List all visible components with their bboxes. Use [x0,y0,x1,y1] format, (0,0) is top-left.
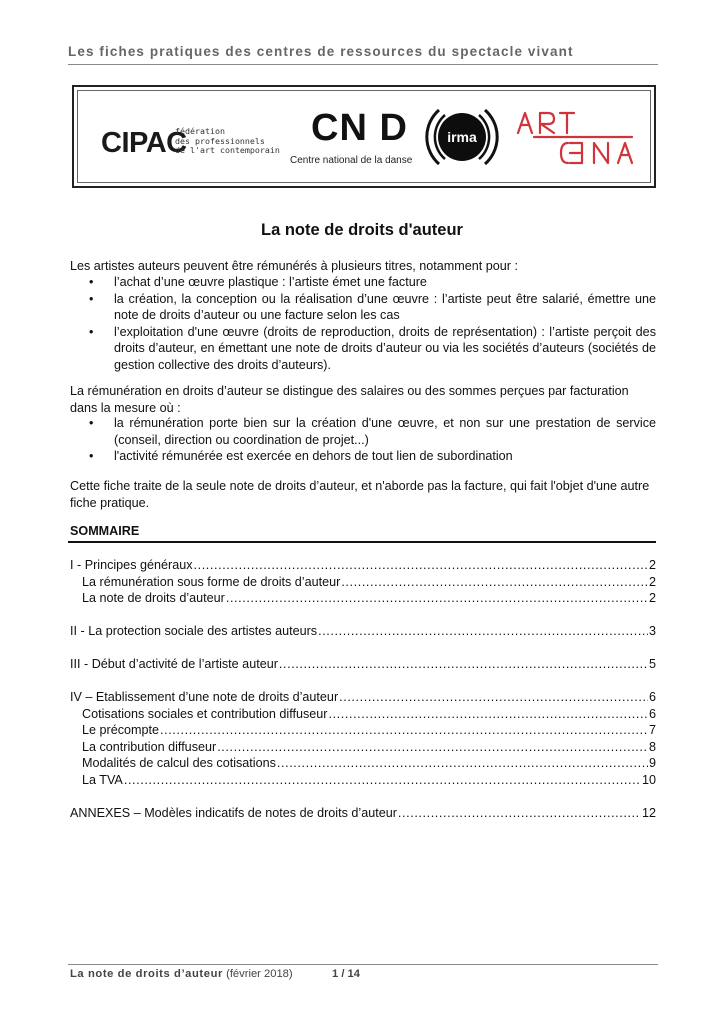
toc-entry-page: 2 [648,558,656,572]
toc-entry-title: La TVA [82,772,123,787]
toc-dot-leader [328,706,648,723]
toc-entry-page: 2 [648,574,656,589]
toc-entry-title: Modalités de calcul des cotisations [82,756,276,770]
partner-logos-box [72,85,656,188]
toc-dot-leader [194,557,648,574]
toc-entry[interactable] [70,706,656,723]
table-of-contents [70,557,656,821]
toc-entry-title: La contribution diffuseur [82,739,217,754]
cipac-logo: CIPAC [101,127,187,159]
toc-entry-title: Cotisations sociales et contribution diffuseur [82,706,328,721]
intro-bullet-list [89,274,656,373]
toc-dot-leader [341,574,648,591]
remuneration-bullet-list [89,415,656,465]
toc-dot-leader [339,689,648,706]
toc-entry[interactable] [70,722,656,739]
toc-entry-page: 5 [648,657,656,671]
toc-entry[interactable] [70,656,656,673]
document-title: La note de droits d'auteur [261,221,463,239]
toc-entry-title: I - Principes généraux [70,558,193,572]
toc-entry[interactable] [70,557,656,574]
list-item: • l’exploitation d'une œuvre (droits de reproduction, droits de représentation) : l’artiste perçoit des droits d’auteur, en émettant une note de droits d’auteur ou via les sociétés d’auteurs (sociétés de gestion collective des droits d’auteurs). [89,324,656,372]
toc-entry[interactable] [70,574,656,591]
sommaire-divider [68,541,656,543]
toc-entry[interactable] [70,805,656,822]
toc-dot-leader [124,772,641,789]
bullet-icon: • [89,449,94,463]
footer-date: (février 2018) [226,968,293,980]
toc-entry[interactable] [70,755,656,772]
toc-entry-page: 2 [648,591,656,605]
toc-dot-leader [398,805,641,822]
toc-entry-page: 6 [648,690,656,704]
toc-entry-page: 10 [641,772,656,787]
running-header: Les fiches pratiques des centres de ressources du spectacle vivant [68,44,574,59]
toc-dot-leader [217,739,648,756]
toc-entry[interactable] [70,772,656,789]
toc-dot-leader [279,656,648,673]
toc-entry-page: 8 [648,739,656,754]
artcena-logo [514,107,642,171]
toc-entry-title: II - La protection sociale des artistes auteurs [70,624,318,638]
toc-entry-title: La rémunération sous forme de droits d’auteur [82,574,341,589]
toc-entry-page: 7 [648,723,656,737]
toc-entry-title: III - Début d’activité de l’artiste auteur [70,657,278,671]
list-item: • la création, la conception ou la réalisation d’une œuvre : l’artiste peut être salarié, émettre une note de droits d’auteur ou une facture selon les cas [89,291,656,322]
toc-entry-page: 12 [641,805,656,820]
sommaire-heading: SOMMAIRE [70,524,140,538]
toc-entry-title: Le précompte [82,723,160,737]
cipac-logo-subtitle: fédération des professionnels de l'art contemporain [175,126,280,156]
bullet-icon: • [89,275,94,289]
toc-entry-title: ANNEXES – Modèles indicatifs de notes de droits d’auteur [70,805,397,820]
cnd-logo: CN D [311,107,408,149]
toc-dot-leader [160,722,648,739]
toc-entry[interactable] [70,689,656,706]
page-footer [70,968,360,980]
header-divider [68,64,658,65]
footer-divider [68,964,658,965]
scope-paragraph: Cette fiche traite de la seule note de droits d’auteur, et n'aborde pas la facture, qui fait l'objet d'une autre fiche pratique. [70,479,650,510]
list-item: • la rémunération porte bien sur la création d'une œuvre, et non sur une prestation de service (conseil, direction ou coordination de projet...) [89,416,656,447]
toc-entry[interactable] [70,590,656,607]
toc-entry-title: La note de droits d’auteur [82,591,225,605]
toc-entry-title: IV – Etablissement d’une note de droits d’auteur [70,690,339,704]
list-item: • l'activité rémunérée est exercée en dehors de tout lien de subordination [89,449,513,463]
irma-logo [422,96,502,178]
toc-dot-leader [226,590,648,607]
toc-dot-leader [277,755,648,772]
toc-entry-page: 6 [648,706,656,721]
footer-title: La note de droits d’auteur [70,968,223,980]
bullet-icon: • [89,416,94,430]
intro-paragraph: Les artistes auteurs peuvent être rémunérés à plusieurs titres, notamment pour : [70,259,519,273]
toc-entry[interactable] [70,623,656,640]
toc-dot-leader [318,623,648,640]
toc-entry[interactable] [70,739,656,756]
footer-page-number: 1 / 14 [332,968,360,980]
cnd-logo-subtitle: Centre national de la danse [290,155,413,166]
remuneration-paragraph: La rémunération en droits d’auteur se distingue des salaires ou des sommes perçues par facturation dans la mesure où : [70,384,629,415]
list-item: • l’achat d’une œuvre plastique : l’artiste émet une facture [89,275,427,289]
toc-entry-page: 3 [648,624,656,638]
bullet-icon: • [89,324,94,339]
toc-entry-page: 9 [648,756,656,770]
svg-text:irma: irma [447,129,477,145]
bullet-icon: • [89,291,94,306]
